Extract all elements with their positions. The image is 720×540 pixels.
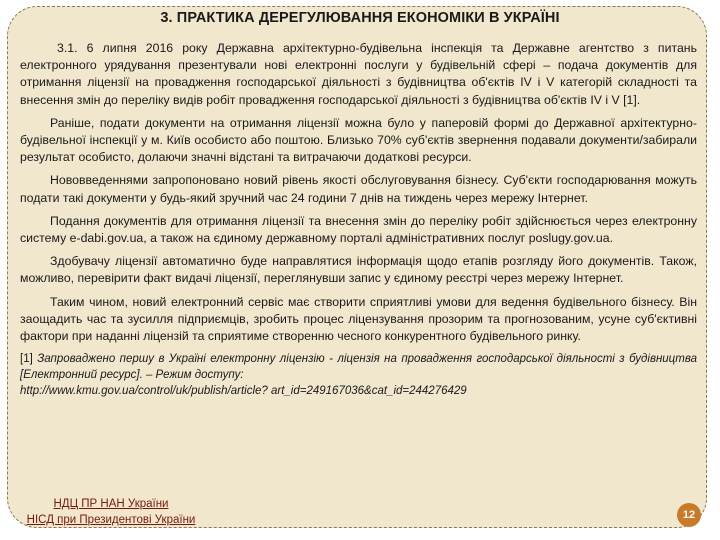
paragraph-2: Раніше, подати документи на отримання ліцензії можна було у паперовій формі до Державної архітектурно-будівельної інспекції у м. Київ особисто або поштою. Близько 70% суб'єктів звернення подавали документи/забирали результат особисто, долаючи значні відстані та витрачаючи додаткові ресурси. (20, 115, 697, 165)
paragraph-1: 3.1. 6 липня 2016 року Державна архітектурно-будівельна інспекція та Державне агентство з питань електронного урядування презентували нові електронні послуги у будівельній сфері – подача документів для отримання ліцензії на провадження господарської діяльності з будівництва об'єктів IV і V категорій складності та внесення змін до переліку видів робіт провадження господарської діяльності з будівництва об'єктів IV і V [1]. (20, 41, 697, 107)
content-body (20, 40, 697, 399)
footer-link-ndc[interactable]: НДЦ ПР НАН України (53, 498, 169, 510)
paragraph-5: Здобувачу ліцензії автоматично буде направлятися інформація щодо етапів розгляду його документів. Також, можливо, перевірити факт видачі ліцензії, переглянувши запис у єдиному реєстрі через мережу Інтернет. (20, 254, 697, 286)
paragraph-4: Подання документів для отримання ліцензії та внесення змін до переліку робіт здійснюється через електронну систему e-dabi.gov.ua, а також на єдиному державному порталі адміністративних послуг poslugy.gov.ua. (20, 213, 697, 246)
paragraph-3: Нововведеннями запропоновано новий рівень якості обслуговування бізнесу. Суб'єкти господарювання можуть подати такі документи у будь-який зручний час 24 години 7 днів на тиждень через мережу Інтернет. (20, 173, 697, 205)
footnote-url[interactable]: http://www.kmu.gov.ua/control/uk/publish/article? art_id=249167036&cat_id=244276429 (20, 385, 467, 398)
footer-link-nisd[interactable]: НІСД при Президентові України (26, 514, 196, 526)
page-number-badge: 12 (677, 503, 701, 527)
footnote-mark: [1] (20, 353, 33, 366)
footnote-text: Запроваджено першу в Україні електронну ліцензію - ліцензія на провадження господарської діяльності з будівництва [Електронний ресурс]. – Режим доступу: (20, 353, 697, 382)
footnote (20, 351, 697, 399)
paragraph-6: Таким чином, новий електронний сервіс має створити сприятливі умови для ведення будівельного бізнесу. Він заощадить час та зусилля підприємців, зробить процес ліцензування прозорим та прогнозованим, усуне суб'єктивні фактори при наданні ліцензій та сприятиме створенню чесного конкурентного будівельного ринку. (20, 294, 697, 344)
page-title: 3. ПРАКТИКА ДЕРЕГУЛЮВАННЯ ЕКОНОМІКИ В УКРАЇНІ (160, 10, 560, 26)
